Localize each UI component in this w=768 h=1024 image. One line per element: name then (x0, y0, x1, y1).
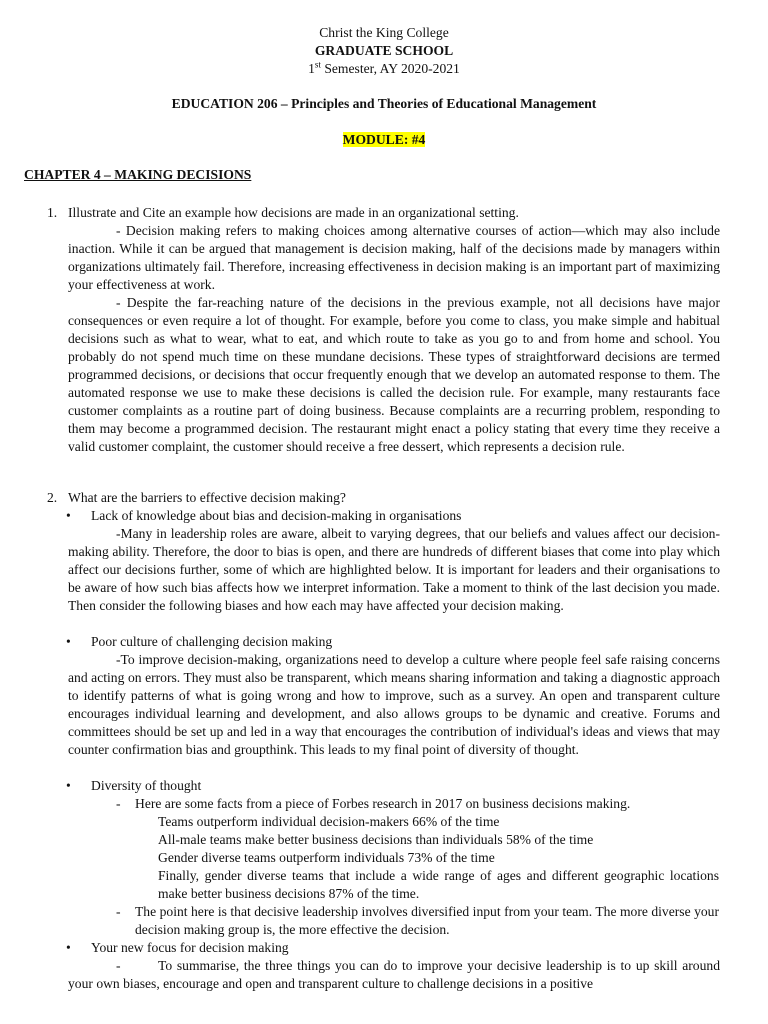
course-title: EDUCATION 206 – Principles and Theories of Educational Management (171, 96, 597, 111)
item-number: 1. (47, 205, 58, 220)
question-1-paragraph-2 (68, 294, 720, 456)
barrier-4-text (68, 957, 720, 993)
bullet-icon: • (66, 634, 71, 649)
barrier-4-title: Your new focus for decision making (91, 940, 289, 955)
question-1: Illustrate and Cite an example how decisions are made in an organizational setting. (68, 205, 519, 220)
fact-line: Finally, gender diverse teams that include a wide range of ages and different geographic locations make better business decisions 87% of the time. (158, 868, 719, 901)
paragraph-text: -Many in leadership roles are aware, albeit to varying degrees, that our beliefs and values affect our decision-making ability. Therefore, the door to bias is open, and there are hundreds of different biases that come into play which affect our decisions further, some of which are highlighted below. It is important for leaders and their organisations to be aware of how such bias affects how we interpret information. Take a moment to think of the last decision you made. Then consider the following biases and how each may have affected your decision making. (68, 526, 720, 613)
chapter-heading: CHAPTER 4 – MAKING DECISIONS (24, 167, 252, 182)
bullet-icon: • (66, 940, 71, 955)
barrier-3-title: Diversity of thought (91, 778, 202, 793)
question-1-paragraph-1 (68, 222, 720, 294)
barrier-2-text (68, 651, 720, 759)
dash-marker: - (116, 958, 121, 973)
barrier-1-text (68, 525, 720, 615)
question-2: What are the barriers to effective decision making? (68, 490, 346, 505)
module-line (0, 131, 768, 149)
barrier-2-title: Poor culture of challenging decision making (91, 634, 333, 649)
bullet-icon: • (66, 778, 71, 793)
decisive-leadership-point: The point here is that decisive leadership involves diversified input from your team. The more diverse your decision making group is, the more effective the decision. (135, 904, 719, 937)
item-number: 2. (47, 490, 58, 505)
paragraph-text: - Decision making refers to making choices among alternative courses of action—which may also include inaction. While it can be argued that management is decision making, half of the decisions made by managers within organizations ultimately fail. Therefore, increasing effectiveness in decision making is an important part of maximizing your effectiveness at work. (68, 223, 720, 292)
semester-line (0, 60, 768, 78)
bullet-icon: • (66, 508, 71, 523)
fact-line: Teams outperform individual decision-makers 66% of the time (158, 814, 500, 829)
paragraph-text: -To improve decision-making, organizations need to develop a culture where people feel safe raising concerns and acting on errors. They must also be transparent, which means sharing information and taking a diagnostic approach to identify patterns of what is going wrong and how to improve, such as a survey. An open and transparent culture encourages individual learning and development, and also allows groups to be dynamic and creative. Forums and committees should be set up and led in a way that encourages the contribution of individual's ideas and views that may counter confirmation bias and groupthink. This leads to my final point of diversity of thought. (68, 652, 720, 757)
semester-ordinal: st (314, 59, 321, 70)
semester-number: 1 (308, 61, 315, 76)
barrier-1-title: Lack of knowledge about bias and decision-making in organisations (91, 508, 462, 523)
college-name: Christ the King College (319, 25, 449, 40)
paragraph-text: - Despite the far-reaching nature of the decisions in the previous example, not all decisions have major consequences or even require a lot of thought. For example, before you come to class, you make simple and habitual decisions such as what to wear, what to eat, and which route to take as you go to and from home and school. You probably do not spend much time on these mundane decisions. These types of straightforward decisions are termed programmed decisions, or decisions that occur frequently enough that we develop an automated response to them. The automated response we use to make these decisions is called the decision rule. For example, many restaurants face customer complaints as a routine part of doing business. Because complaints are a recurring problem, responding to them may become a programmed decision. The restaurant might enact a policy stating that every time they receive a valid customer complaint, the customer should receive a free dessert, which represents a decision rule. (68, 295, 720, 454)
dash-marker: - (116, 796, 121, 811)
module-label: MODULE: #4 (342, 132, 426, 147)
paragraph-text: To summarise, the three things you can do to improve your decisive leadership is to up skill around your own biases, encourage and open and transparent culture to challenge decisions in a positive (68, 958, 720, 991)
school-name: GRADUATE SCHOOL (314, 43, 454, 58)
fact-line: Gender diverse teams outperform individuals 73% of the time (158, 850, 495, 865)
semester-text: Semester, AY 2020-2021 (320, 61, 460, 76)
fact-line: All-male teams make better business decisions than individuals 58% of the time (158, 832, 594, 847)
dash-marker: - (116, 904, 121, 919)
forbes-research-line: Here are some facts from a piece of Forbes research in 2017 on business decisions making. (135, 796, 631, 811)
